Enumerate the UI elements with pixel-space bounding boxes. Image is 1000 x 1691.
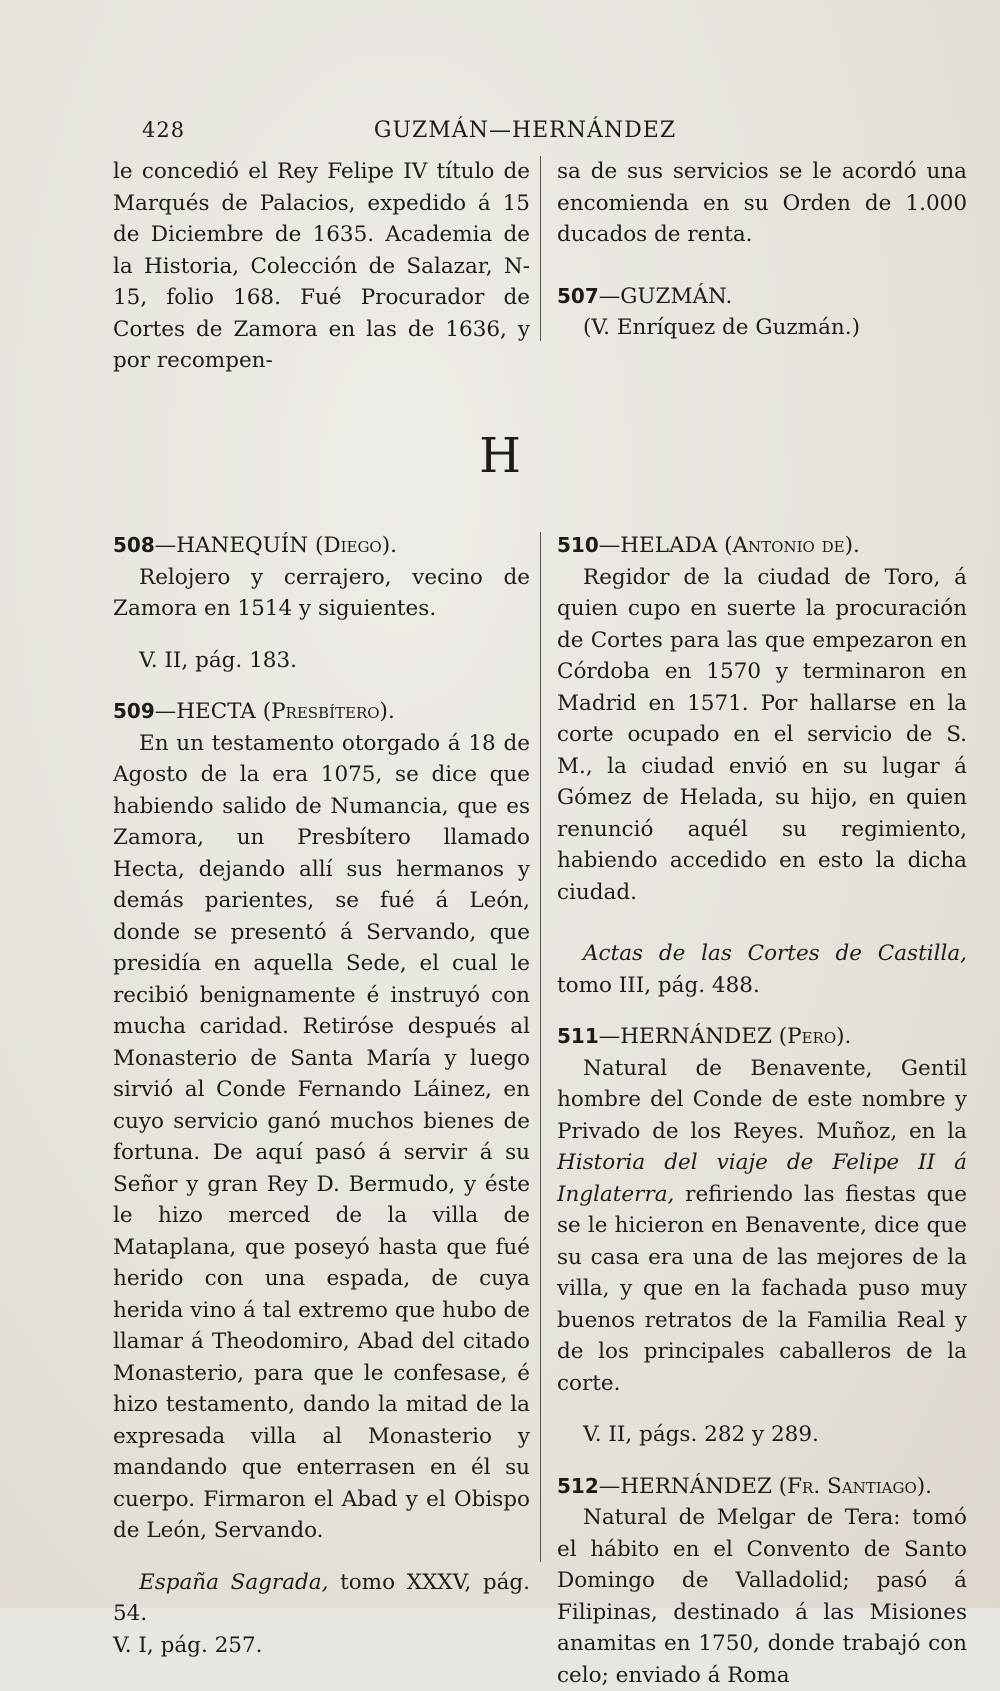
- entry-509-ref: V. I, pág. 257.: [113, 1632, 263, 1658]
- citation-detail: tomo III, pág. 488.: [557, 972, 760, 998]
- entry-name: —HELADA: [598, 533, 718, 558]
- entry-508-heading: [113, 530, 530, 562]
- entry-number: 510: [557, 533, 599, 557]
- entry-509-heading: [113, 696, 530, 728]
- entry-512-text: Natural de Melgar de Tera: tomó el hábito en el Convento de Santo Domingo de Valladolid; pasó á Filipinas, destinado á las Misiones anamitas en 1750, donde trabajó con celo; enviado á Roma: [557, 1505, 967, 1688]
- entry-number: 509: [113, 699, 155, 723]
- entry-number: 511: [557, 1024, 599, 1048]
- bottom-right-column: [557, 530, 967, 1691]
- entry-511-text-a: Natural de Benavente, Gentil hombre del Conde de este nombre y Privado de los Reyes. Muñoz, en la: [557, 1055, 967, 1144]
- running-title: GUZMÁN—HERNÁNDEZ: [373, 118, 677, 143]
- entry-511-text: [557, 1053, 967, 1400]
- entry-511-text-b: refiriendo las fiestas que se le hicieron en Benavente, dice que su casa era una de las mejores de la villa, y que en la fachada puso muy buenos retratos de la Familia Real y de los principales caballeros de la corte.: [557, 1181, 967, 1396]
- entry-name: —GUZMÁN.: [598, 283, 733, 309]
- entry-508-ref: V. II, pág. 183.: [139, 647, 297, 673]
- entry-512-heading: [557, 1471, 967, 1503]
- entry-given-name: (Pero).: [778, 1024, 852, 1049]
- entry-510-heading: [557, 530, 967, 562]
- entry-511-heading: [557, 1021, 967, 1053]
- entry-given-name: (Presbítero).: [262, 699, 395, 724]
- entry-name: —HERNÁNDEZ: [598, 1024, 772, 1049]
- entry-number: 512: [557, 1473, 599, 1498]
- entry-given-name: (Antonio de).: [724, 533, 860, 558]
- bottom-left-column: [113, 530, 530, 1661]
- entry-name: —HECTA: [154, 699, 256, 724]
- running-header: [110, 118, 940, 148]
- citation-title: Actas de las Cortes de Castilla,: [583, 941, 967, 966]
- entry-number: 508: [113, 533, 155, 557]
- entry-507-text: (V. Enríquez de Guzmán.): [583, 315, 860, 340]
- continued-paragraph: le concedió el Rey Felipe IV título de Marqués de Palacios, expedido á 15 de Diciembre de 1635. Academia de la Historia, Colección de Salazar, N-15, folio 168. Fué Procurador de Cortes de Zamora en las de 1636, y por recompen-: [113, 159, 530, 373]
- continued-paragraph-right: sa de sus servicios se le acordó una encomienda en su Orden de 1.000 ducados de renta.: [557, 159, 967, 247]
- entry-name: —HERNÁNDEZ: [598, 1473, 772, 1499]
- entry-given-name: (Diego).: [314, 533, 397, 558]
- entry-509-text: En un testamento otorgado á 18 de Agosto de la era 1075, se dice que habiendo salido de Numancia, que es Zamora, un Presbítero llamado Hecta, dejando allí sus hermanos y demás parientes, se fué á León, donde se presentó á Servando, que presidía en aquella Sede, el cual le recibió benignamente é instruyó con mucha caridad. Retiróse después al Monasterio de Santa María y luego sirvió al Conde Fernando Láinez, en cuyo servicio ganó muchos bienes de fortuna. De aquí pasó á servir á su Señor y gran Rey D. Bermudo, y éste le hizo merced de la villa de Mataplana, que poseyó hasta que fué herido con una espada, de cuya herida vino á tal extremo que hubo de llamar á Theodomiro, Abad del citado Monasterio, para que le confesase, é hizo testamento, dando la mitad de la expresada villa al Monasterio y mandando que enterrasen en él su cuerpo. Firmaron el Abad y el Obispo de León, Servando.: [113, 730, 530, 1543]
- entry-509-citation: [113, 1567, 530, 1630]
- entry-511-ref: V. II, págs. 282 y 289.: [583, 1422, 819, 1447]
- citation-title: España Sagrada,: [139, 1569, 329, 1595]
- entry-510-citation: [557, 938, 967, 1001]
- column-rule-bottom: [540, 532, 541, 1562]
- top-left-column: [113, 156, 530, 377]
- entry-given-name: (Fr. Santiago).: [778, 1473, 932, 1499]
- entry-number: 507: [557, 283, 599, 308]
- entry-511-work-title: Historia del viaje de Felipe II á Inglaterra,: [557, 1150, 967, 1207]
- section-letter: H: [479, 428, 521, 484]
- top-right-column: [557, 156, 967, 344]
- entry-507-heading: [557, 281, 967, 313]
- entry-510-text: Regidor de la ciudad de Toro, á quien cupo en suerte la procuración de Cortes para las que empezaron en Córdoba en 1570 y terminaron en Madrid en 1571. Por hallarse en la corte ocupado en el servicio de S. M., la ciudad envió en su lugar á Gómez de Helada, su hijo, en quien renunció aquél su regimiento, habiendo accedido en esto la dicha ciudad.: [557, 564, 967, 905]
- column-rule-top: [540, 156, 541, 341]
- entry-name: —HANEQUÍN: [154, 533, 309, 558]
- citation-detail: tomo XXXV, pág. 54.: [113, 1569, 530, 1626]
- page-number: 428: [142, 118, 186, 142]
- entry-508-text: Relojero y cerrajero, vecino de Zamora en 1514 y siguientes.: [113, 564, 530, 621]
